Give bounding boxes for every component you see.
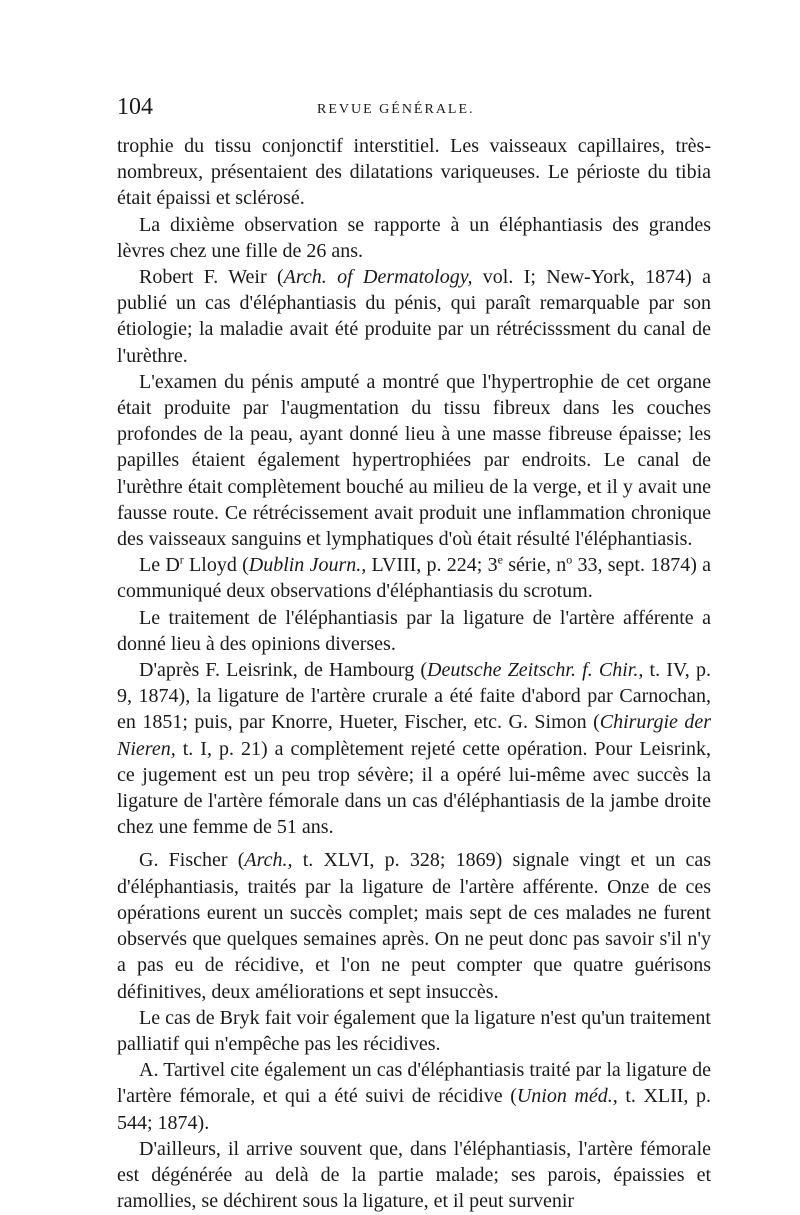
paragraph [117,1057,711,1136]
page-number: 104 [117,94,153,120]
paragraph [117,369,711,552]
paragraph [117,264,711,369]
citation-title: Chirurgie der Nieren, [117,711,711,760]
citation-title: Arch., [244,849,293,872]
paragraph [117,847,711,1004]
text-run: D'après F. Leisrink, de Hambourg ( [139,659,428,682]
text-run: La dixième observation se rapporte à un éléphantiasis des grandes lèvres chez une fille de 26 ans. [117,213,711,262]
text-run: Lloyd ( [183,554,249,577]
superscript: o [566,552,573,567]
superscript: e [497,552,503,567]
paragraph [117,1136,711,1215]
body-text [117,133,711,1214]
citation-title: Union méd., [516,1085,618,1108]
text-run: Robert F. Weir ( [139,266,284,289]
text-run: A. Tartivel cite également un cas d'éléphantiasis traité par la ligature de l'artère fémorale, et qui a été suivi de récidive ( [117,1059,711,1108]
text-run: trophie du tissu conjonctif interstitiel. Les vaisseaux capillaires, très-nombreux, présentaient des dilatations variqueuses. Le périoste du tibia était épaissi et sclérosé. [117,135,711,210]
citation-title: Arch. of Dermatology, [283,266,473,289]
text-run: série, n [502,554,567,577]
text-run: Le traitement de l'éléphantiasis par la ligature de l'artère afférente a donné lieu à des opinions diverses. [117,606,711,655]
paragraph [117,212,711,264]
text-run: LVIII, p. 224; 3 [366,554,498,577]
text-run: t. XLII, p. 544; 1874). [117,1085,711,1134]
paragraph [117,552,711,604]
text-run: D'ailleurs, il arrive souvent que, dans l'éléphantiasis, l'artère fémorale est dégénérée au delà de la partie malade; ses parois, épaissies et ramollies, se déchirent sous la ligature, et il peut survenir [117,1137,711,1213]
text-run: t. I, p. 21) a complètement rejeté cette opération. Pour Leisrink, ce jugement est un peu trop sévère; il a opéré lui-même avec succès la ligature de l'artère fémorale dans un cas d'éléphantiasis de la jambe droite chez une femme de 51 ans. [117,737,711,839]
running-title: REVUE GÉNÉRALE. [317,102,475,117]
text-run: t. XLVI, p. 328; 1869) signale vingt et un cas d'éléphantiasis, traités par la ligature de l'artère afférente. Onze de ces opérations eurent un succès complet; mais sept de ces malades ne furent observés que quelques semaines après. On ne peut donc pas savoir s'il n'y a pas eu de récidive, et l'on ne peut compter que quatre guérisons définitives, deux améliorations et sept insuccès. [117,849,711,1003]
text-run: G. Fischer ( [139,849,245,872]
page-header [117,93,711,133]
text-run: 33, sept. 1874) a communiqué deux observations d'éléphantiasis du scrotum. [117,554,711,603]
text-run: vol. I; New-York, 1874) a publié un cas d'éléphantiasis du pénis, qui paraît remarquable par son étiologie; la maladie avait été produite par un rétrécisssment du canal de l'urèthre. [117,266,712,367]
citation-title: Dublin Journ., [248,554,367,577]
paragraph [117,133,711,212]
paragraph [117,657,711,840]
book-page [117,93,711,1214]
text-run: Le D [139,554,180,577]
superscript: r [179,552,184,567]
paragraph [117,1005,711,1057]
paragraph [117,605,711,657]
text-run: t. IV, p. 9, 1874), la ligature de l'artère crurale a été faite d'abord par Carnochan, en 1851; puis, par Knorre, Hueter, Fischer, etc. G. Simon ( [117,659,711,734]
text-run: Le cas de Bryk fait voir également que la ligature n'est qu'un traitement palliatif qui n'empêche pas les récidives. [117,1006,711,1055]
text-run: L'examen du pénis amputé a montré que l'hypertrophie de cet organe était produite par l'augmentation du tissu fibreux dans les couches profondes de la peau, ayant donné lieu à une masse fibreuse épaisse; les papilles étaient également hypertrophiées par endroits. Le canal de l'urèthre était complètement bouché au milieu de la verge, et il y avait une fausse route. Ce rétrécissement avait produit une inflammation chronique des vaisseaux sanguins et lymphatiques d'où était résulté l'éléphantiasis. [117,370,711,551]
citation-title: Deutsche Zeitschr. f. Chir., [427,659,644,682]
